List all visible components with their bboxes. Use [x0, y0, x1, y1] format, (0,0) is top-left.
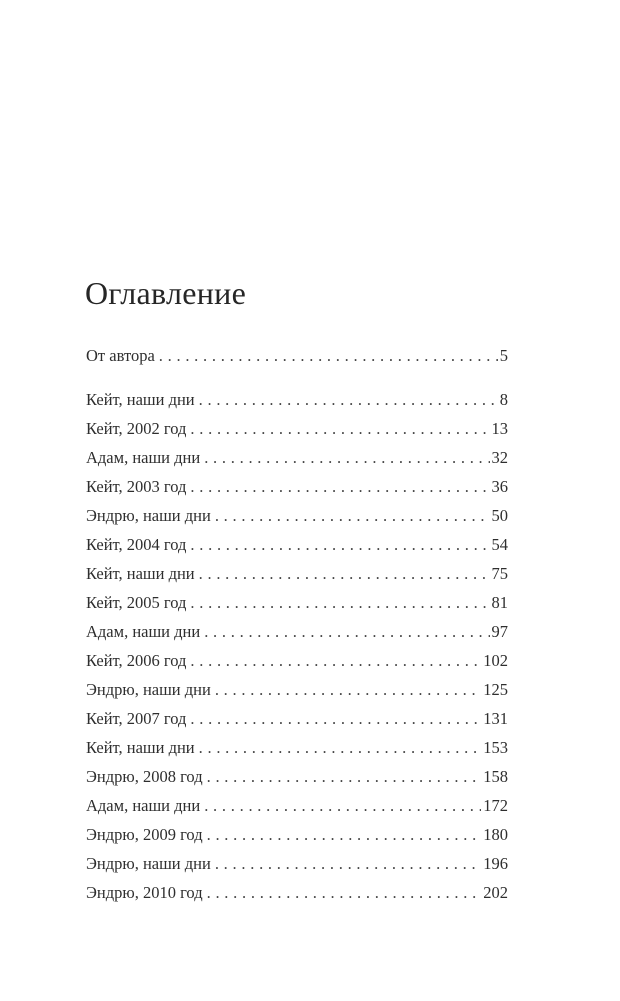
toc-entry-label: Кейт, 2007 год [86, 709, 187, 728]
dot-leader [215, 675, 481, 704]
toc-entry[interactable] [86, 704, 508, 733]
toc-entry-label: Кейт, 2002 год [86, 419, 187, 438]
toc-entry-label: Адам, наши дни [86, 448, 201, 467]
toc-entry-page: 75 [491, 564, 508, 583]
toc-entry-label: Кейт, 2003 год [86, 477, 187, 496]
toc-entry-label: Кейт, 2004 год [86, 535, 187, 554]
toc-entry[interactable] [86, 385, 508, 414]
dot-leader [215, 849, 481, 878]
page-title: Оглавление [85, 275, 247, 311]
toc-entry-page: 54 [491, 535, 508, 554]
dot-leader [204, 791, 481, 820]
toc-entry-label: Кейт, наши дни [86, 738, 195, 757]
toc-entry[interactable] [86, 501, 508, 530]
toc-entry-page: 81 [491, 593, 508, 612]
toc-entry-page: 36 [491, 477, 508, 496]
dot-leader [190, 414, 489, 443]
toc-entry[interactable] [86, 675, 508, 704]
dot-leader [199, 559, 490, 588]
toc-entry-label: Эндрю, наши дни [86, 680, 211, 699]
toc-entry-label: Кейт, 2005 год [86, 593, 187, 612]
dot-leader [199, 385, 498, 414]
toc-entry-page: 202 [483, 883, 508, 902]
toc-entry[interactable] [86, 762, 508, 791]
toc-entry-page: 50 [491, 506, 508, 525]
toc-entry-label: Эндрю, 2009 год [86, 825, 203, 844]
toc-entry-label: Кейт, наши дни [86, 564, 195, 583]
table-of-contents [86, 341, 508, 907]
dot-leader [204, 443, 489, 472]
toc-entry-label: Кейт, 2006 год [86, 651, 187, 670]
dot-leader [190, 588, 489, 617]
toc-entry-label: Кейт, наши дни [86, 390, 195, 409]
toc-entry-page: 97 [491, 622, 508, 641]
toc-entry-page: 5 [499, 346, 508, 365]
toc-entry[interactable] [86, 791, 508, 820]
toc-entry[interactable] [86, 820, 508, 849]
dot-leader [190, 530, 489, 559]
toc-entry-page: 196 [483, 854, 508, 873]
dot-leader [215, 501, 490, 530]
toc-entry-page: 125 [483, 680, 508, 699]
toc-entry[interactable] [86, 472, 508, 501]
toc-entry-page: 131 [483, 709, 508, 728]
dot-leader [199, 733, 482, 762]
toc-entry[interactable] [86, 559, 508, 588]
dot-leader [207, 820, 482, 849]
toc-entry-label: От автора [86, 346, 155, 365]
toc-entry[interactable] [86, 443, 508, 472]
toc-entry-page: 172 [483, 796, 508, 815]
dot-leader [207, 878, 482, 907]
dot-leader [190, 472, 489, 501]
toc-entry-label: Эндрю, 2008 год [86, 767, 203, 786]
dot-leader [190, 646, 481, 675]
toc-entry[interactable] [86, 414, 508, 443]
toc-entry-page: 180 [483, 825, 508, 844]
toc-entry-label: Эндрю, наши дни [86, 854, 211, 873]
toc-entry-label: Эндрю, 2010 год [86, 883, 203, 902]
dot-leader [204, 617, 489, 646]
toc-entry[interactable] [86, 617, 508, 646]
toc-entry[interactable] [86, 341, 508, 370]
toc-entry-page: 32 [491, 448, 508, 467]
dot-leader [207, 762, 482, 791]
toc-entry-label: Адам, наши дни [86, 796, 201, 815]
toc-entry-page: 158 [483, 767, 508, 786]
toc-entry-label: Эндрю, наши дни [86, 506, 211, 525]
dot-leader [159, 341, 498, 370]
toc-entry[interactable] [86, 646, 508, 675]
toc-entry-page: 102 [483, 651, 508, 670]
toc-entry-page: 13 [491, 419, 508, 438]
toc-entry-page: 8 [499, 390, 508, 409]
toc-entry[interactable] [86, 878, 508, 907]
toc-entry[interactable] [86, 588, 508, 617]
toc-entry[interactable] [86, 530, 508, 559]
dot-leader [190, 704, 481, 733]
toc-entry[interactable] [86, 733, 508, 762]
toc-entry[interactable] [86, 849, 508, 878]
toc-entry-page: 153 [483, 738, 508, 757]
toc-entry-label: Адам, наши дни [86, 622, 201, 641]
